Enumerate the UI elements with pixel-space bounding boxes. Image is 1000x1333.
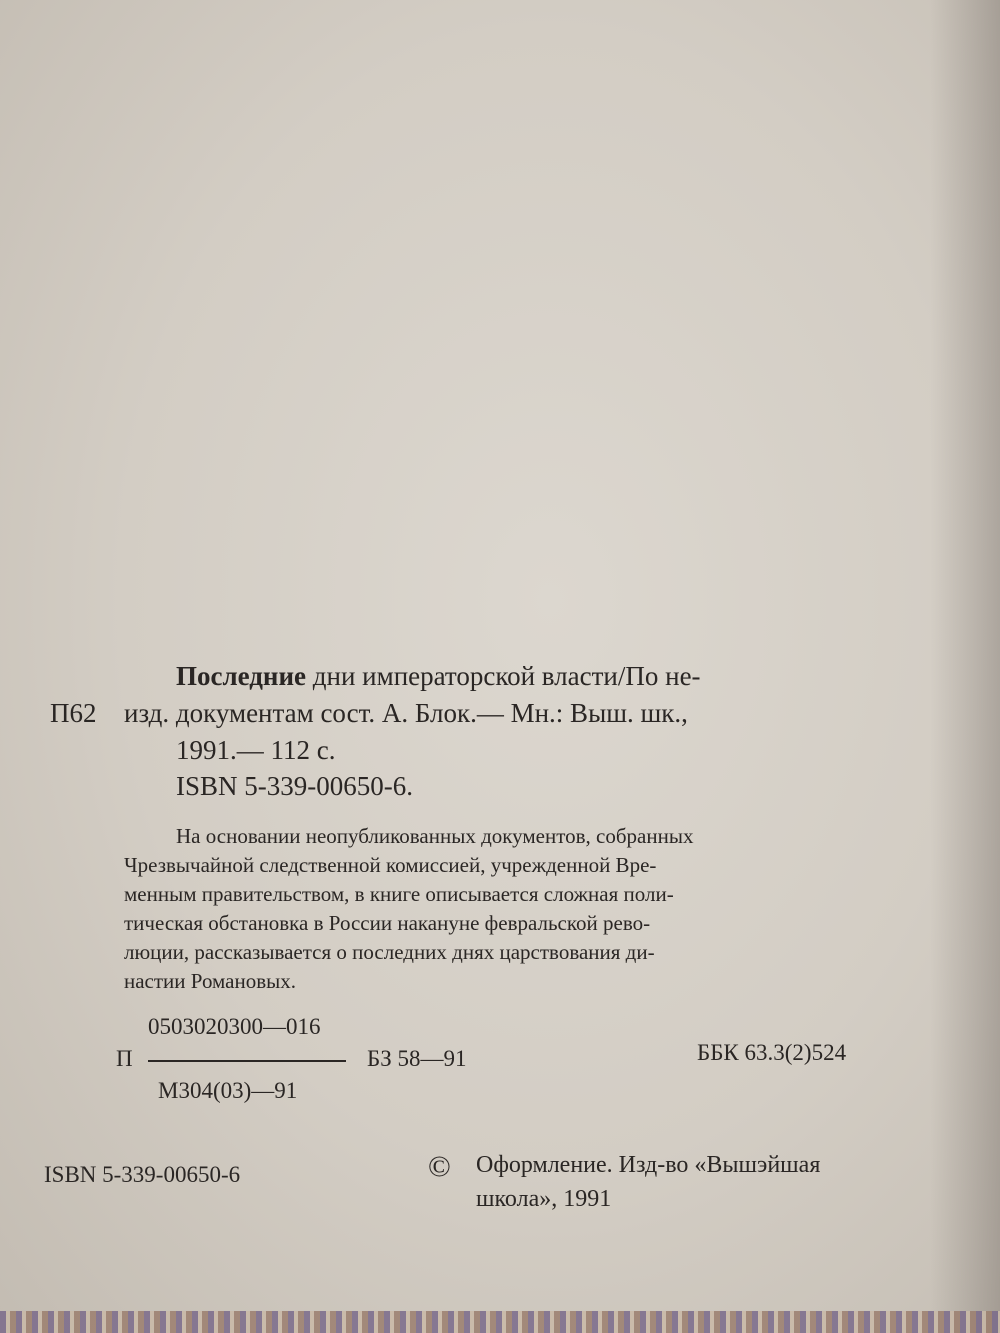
copyright-line-2: школа», 1991 [476, 1186, 612, 1212]
code-numerator: 0503020300—016 [148, 1014, 321, 1039]
bibliographic-isbn: ISBN 5-339-00650-6. [176, 771, 413, 801]
copyright-icon: © [428, 1150, 451, 1183]
call-number: П62 [50, 698, 97, 728]
title-bold-word: Последние [176, 661, 307, 691]
annotation-line: тическая обстановка в России накануне февральской рево- [124, 911, 651, 935]
code-bz: БЗ 58—91 [367, 1046, 467, 1071]
bibliographic-line-2: изд. документам сост. А. Блок.— Мн.: Выш. шк., [124, 698, 688, 728]
fabric-background [0, 1311, 1000, 1333]
annotation-line: На основании неопубликованных документов, собранных [176, 824, 694, 848]
page-edge-shadow [930, 0, 1000, 1333]
code-bbk: ББК 63.3(2)524 [697, 1040, 847, 1065]
annotation-paragraph [124, 822, 914, 996]
bibliographic-line-3: 1991.— 112 с. [176, 735, 336, 765]
code-prefix: П [116, 1046, 133, 1071]
annotation-line: менным правительством, в книге описывается сложная поли- [124, 882, 674, 906]
annotation-line: люции, рассказывается о последних днях царствования ди- [124, 940, 655, 964]
title-rest: дни императорской власти/По не- [306, 661, 701, 691]
bibliographic-title-line [176, 658, 701, 695]
code-denominator: М304(03)—91 [158, 1078, 298, 1103]
annotation-line: настии Романовых. [124, 969, 297, 993]
fraction-line [148, 1060, 346, 1062]
annotation-line: Чрезвычайной следственной комиссией, учрежденной Вре- [124, 853, 657, 877]
show-through-print [240, 90, 760, 590]
copyright-line-1: Оформление. Изд-во «Вышэйшая [476, 1152, 821, 1178]
isbn-footer: ISBN 5-339-00650-6 [44, 1162, 241, 1187]
